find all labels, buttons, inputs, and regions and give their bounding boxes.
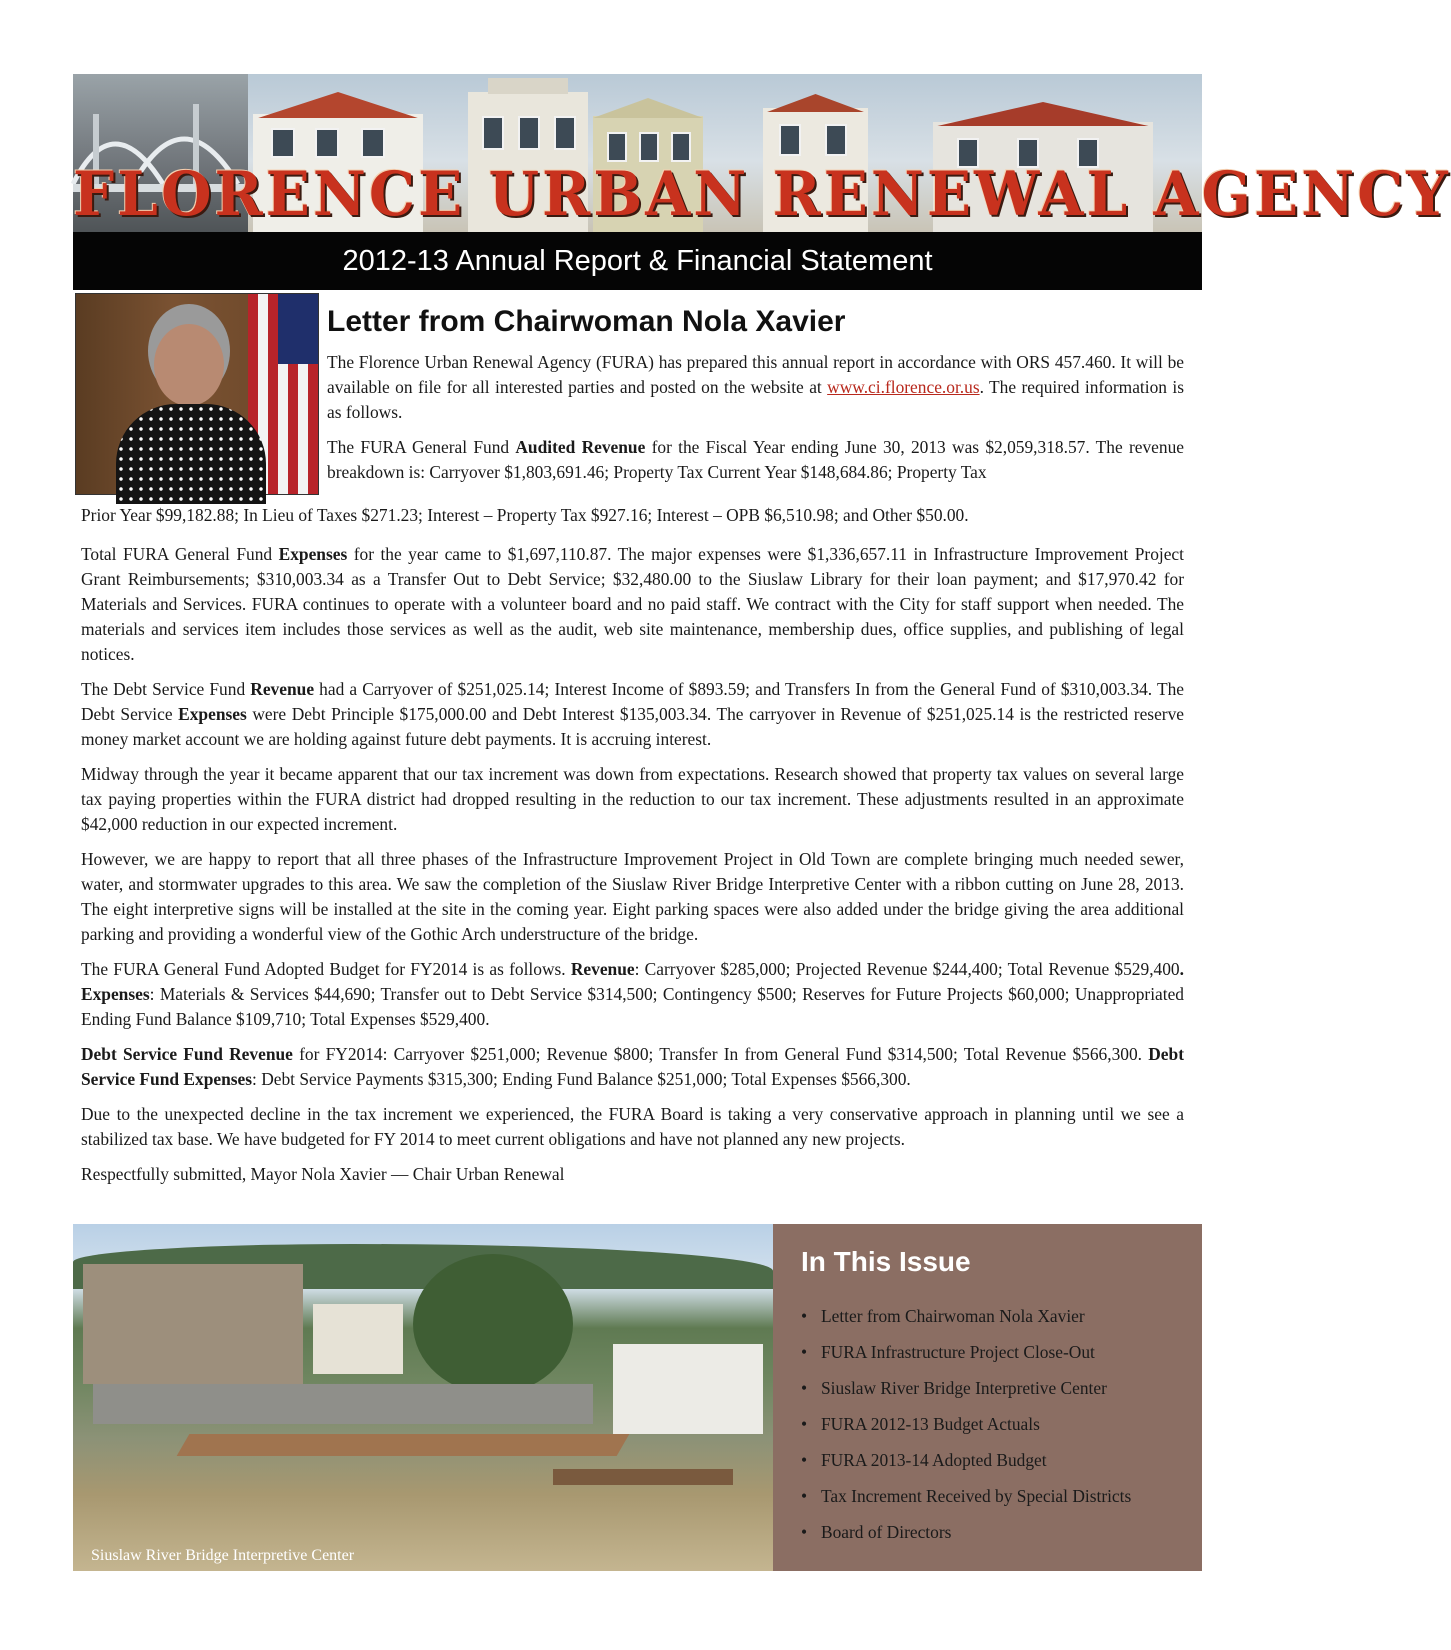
paragraph: The FURA General Fund Adopted Budget for FY2014 is as follows. Revenue: Carryover $285,000; Projected Revenue $244,400; Total Revenue $529,400. Expenses: Materials & Services $44,690; Transfer out to Debt Service $314,500; Contingency $500; Reserves for Future Projects $60,000; Unappropriated Ending Fund Balance $109,710; Total Expenses $529,400. [81, 959, 1184, 1029]
paragraph: The FURA General Fund Audited Revenue for the Fiscal Year ending June 30, 2013 was $2,059,318.57. The revenue breakdown is: Carryover $1,803,691.46; Property Tax Current Year $148,684.86; Property Tax [327, 437, 1184, 482]
masthead-title: FLORENCE URBAN RENEWAL AGENCY [73, 158, 1451, 230]
paragraph: However, we are happy to report that all three phases of the Infrastructure Improvement Project in Old Town are complete bringing much needed sewer, water, and stormwater upgrades to this area. We saw the completion of the Siuslaw River Bridge Interpretive Center with a ribbon cutting on June 28, 2013. The eight interpretive signs will be installed at the site in the coming year. Eight parking spaces were also added under the bridge giving the area additional parking and providing a wonderful view of the Gothic Arch understructure of the bridge. [81, 849, 1184, 944]
paragraph: Debt Service Fund Revenue for FY2014: Carryover $251,000; Revenue $800; Transfer In from General Fund $314,500; Total Revenue $566,300. Debt Service Fund Expenses: Debt Service Payments $315,300; Ending Fund Balance $251,000; Total Expenses $566,300. [81, 1044, 1184, 1089]
letter-heading: Letter from Chairwoman Nola Xavier [327, 305, 846, 338]
issue-item: • Board of Directors [801, 1522, 952, 1542]
in-this-issue-panel [773, 1224, 1202, 1571]
issue-heading: In This Issue [801, 1246, 971, 1277]
paragraph: Total FURA General Fund Expenses for the year came to $1,697,110.87. The major expenses were $1,336,657.11 in Infrastructure Improvement Project Grant Reimbursements; $310,003.34 as a Transfer Out to Debt Service; $32,480.00 to the Siuslaw Library for their loan payment; and $17,970.42 for Materials and Services. FURA continues to operate with a volunteer board and no paid staff. We contract with the City for staff support when needed. The materials and services item includes those services as well as the audit, web site maintenance, membership dues, office supplies, and publishing of legal notices. [81, 544, 1184, 664]
issue-item: • FURA 2012-13 Budget Actuals [801, 1414, 1040, 1434]
issue-list [801, 1298, 1131, 1550]
interpretive-center-photo [73, 1224, 773, 1571]
paragraph: The Debt Service Fund Revenue had a Carryover of $251,025.14; Interest Income of $893.59; and Transfers In from the General Fund of $310,003.34. The Debt Service Expenses were Debt Principle $175,000.00 and Debt Interest $135,003.34. The carryover in Revenue of $251,025.14 is the restricted reserve money market account we are holding against future debt payments. It is accruing interest. [81, 679, 1184, 749]
paragraph: Prior Year $99,182.88; In Lieu of Taxes $271.23; Interest – Property Tax $927.16; Interest – OPB $6,510.98; and Other $50.00. [81, 505, 969, 525]
signoff: Respectfully submitted, Mayor Nola Xavier — Chair Urban Renewal [81, 1164, 565, 1184]
chairwoman-portrait [75, 293, 319, 495]
masthead-banner [73, 74, 1451, 232]
photo-caption: Siuslaw River Bridge Interpretive Center [91, 1547, 355, 1564]
issue-item: • Tax Increment Received by Special Districts [801, 1486, 1132, 1506]
issue-item: • FURA Infrastructure Project Close-Out [801, 1342, 1095, 1362]
issue-item: • FURA 2013-14 Adopted Budget [801, 1450, 1047, 1470]
letter-intro [327, 350, 1184, 495]
report-subtitle-bar: 2012-13 Annual Report & Financial Statement [73, 232, 1202, 290]
paragraph: Due to the unexpected decline in the tax increment we experienced, the FURA Board is taking a very conservative approach in planning until we see a stabilized tax base. We have budgeted for FY 2014 to meet current obligations and have not planned any new projects. [81, 1104, 1184, 1149]
paragraph: Midway through the year it became apparent that our tax increment was down from expectations. Research showed that property tax values on several large tax paying properties within the FURA district had dropped resulting in the reduction to our tax increment. These adjustments resulted in an approximate $42,000 reduction in our expected increment. [81, 764, 1184, 834]
paragraph: The Florence Urban Renewal Agency (FURA) has prepared this annual report in accordance with ORS 457.460. It will be available on file for all interested parties and posted on the website at www.ci.florence.or.us. The required information is as follows. [327, 352, 1184, 422]
letter-body [81, 503, 1184, 1197]
issue-item: • Siuslaw River Bridge Interpretive Center [801, 1378, 1107, 1398]
issue-item: • Letter from Chairwoman Nola Xavier [801, 1306, 1085, 1326]
website-link[interactable]: www.ci.florence.or.us [827, 377, 980, 397]
